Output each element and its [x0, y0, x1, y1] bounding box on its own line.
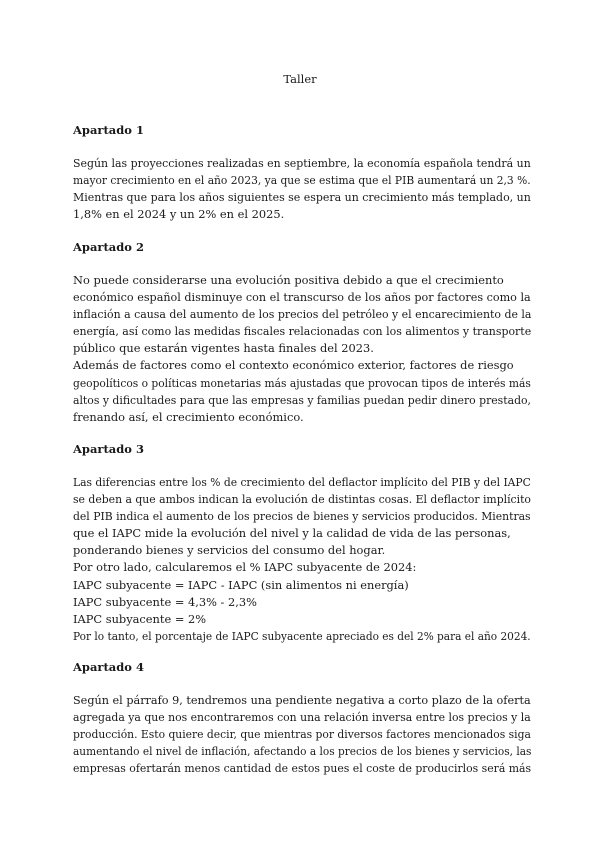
text-line: Las diferencias entre los % de crecimiento del deflactor implícito del PIB y del IAPC [73, 475, 531, 489]
text-line: inflación a causa del aumento de los precios del petróleo y el encarecimiento de la [73, 307, 532, 322]
section-heading-1: Apartado 1 [73, 123, 144, 137]
text-line: aumentando el nivel de inflación, afectando a los precios de los bienes y servicios, las [73, 744, 532, 759]
text-line: Por lo tanto, el porcentaje de IAPC subyacente apreciado es del 2% para el año 2024. [73, 628, 531, 643]
text-line: Además de factores como el contexto económico exterior, factores de riesgo [73, 358, 514, 373]
text-line: frenando así, el crecimiento económico. [73, 409, 304, 424]
section-heading-4: Apartado 4 [73, 660, 144, 674]
text-line: IAPC subyacente = IAPC - IAPC (sin alimentos ni energía) [73, 577, 409, 592]
text-line: Mientras que para los años siguientes se espera un crecimiento más templado, un [73, 190, 531, 205]
text-line: Por otro lado, calcularemos el % IAPC subyacente de 2024: [73, 560, 417, 575]
text-line: se deben a que ambos indican la evolución de distintas cosas. El deflactor implícito [73, 492, 531, 507]
text-line: que el IAPC mide la evolución del nivel y la calidad de vida de las personas, [73, 526, 511, 541]
section-heading-3: Apartado 3 [73, 442, 144, 456]
text-line: Según el párrafo 9, tendremos una pendiente negativa a corto plazo de la oferta [73, 693, 531, 707]
document-title: Taller [283, 72, 317, 86]
text-line: Según las proyecciones realizadas en septiembre, la economía española tendrá un [73, 156, 531, 170]
section-body-2 [73, 272, 531, 426]
text-line: altos y dificultades para que las empresas y familias puedan pedir dinero prestado, [73, 392, 531, 407]
section-body-4 [73, 692, 531, 777]
text-line: energía, así como las medidas fiscales relacionadas con los alimentos y transporte [73, 324, 532, 339]
text-line: del PIB indica el aumento de los precios de bienes y servicios producidos. Mientras [73, 509, 531, 524]
text-line: económico español disminuye con el transcurso de los años por factores como la [73, 290, 531, 305]
text-line: IAPC subyacente = 2% [73, 611, 207, 626]
text-line: No puede considerarse una evolución positiva debido a que el crecimiento [73, 273, 504, 287]
text-line: IAPC subyacente = 4,3% - 2,3% [73, 594, 257, 609]
section-body-3 [73, 474, 531, 645]
text-line: producción. Esto quiere decir, que mientras por diversos factores mencionados siga [73, 727, 531, 742]
text-line: 1,8% en el 2024 y un 2% en el 2025. [73, 207, 285, 222]
text-line: mayor crecimiento en el año 2023, ya que se estima que el PIB aumentará un 2,3 %. [73, 173, 531, 188]
text-line: empresas ofertarán menos cantidad de estos pues el coste de producirlos será más [73, 761, 532, 776]
section-body-1 [73, 155, 531, 223]
text-line: ponderando bienes y servicios del consumo del hogar. [73, 543, 386, 558]
text-line: público que estarán vigentes hasta finales del 2023. [73, 341, 374, 356]
text-line: agregada ya que nos encontraremos con una relación inversa entre los precios y la [73, 710, 531, 725]
section-heading-2: Apartado 2 [73, 240, 144, 254]
text-line: geopolíticos o políticas monetarias más ajustadas que provocan tipos de interés más [73, 375, 531, 390]
